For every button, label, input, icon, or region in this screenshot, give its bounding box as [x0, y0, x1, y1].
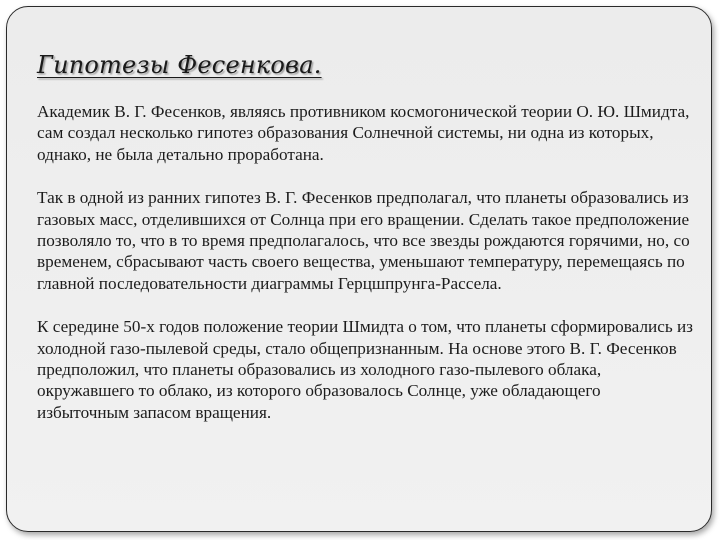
slide-frame [6, 6, 712, 532]
paragraph-2: Так в одной из ранних гипотез В. Г. Фесенков предполагал, что планеты образовались из газовых масс, отделившихся от Солнца при его вращении. Сделать такое предположение позволяло то, что в то время предполагалось, что все звезды рождаются горячими, но, со временем, сбрасывают часть своего вещества, уменьшают температуру, перемещаясь по главной последовательности диаграммы Герцшпрунга-Рассела. [37, 188, 690, 293]
paragraph-1: Академик В. Г. Фесенков, являясь противником космогонической теории О. Ю. Шмидта, сам создал несколько гипотез образования Солнечной системы, ни одна из которых, однако, не была детально проработана. [37, 102, 690, 164]
paragraph-3: К середине 50-х годов положение теории Шмидта о том, что планеты сформировались из холодной газо-пылевой среды, стало общепризнанным. На основе этого В. Г. Фесенков предположил, что планеты образовались из холодного газо-пылевого облака, окружавшего то облако, из которого образовалось Солнце, уже обладающего избыточным запасом вращения. [37, 317, 693, 422]
slide-body [37, 101, 693, 445]
slide-title: Гипотезы Фесенкова. [37, 51, 322, 79]
